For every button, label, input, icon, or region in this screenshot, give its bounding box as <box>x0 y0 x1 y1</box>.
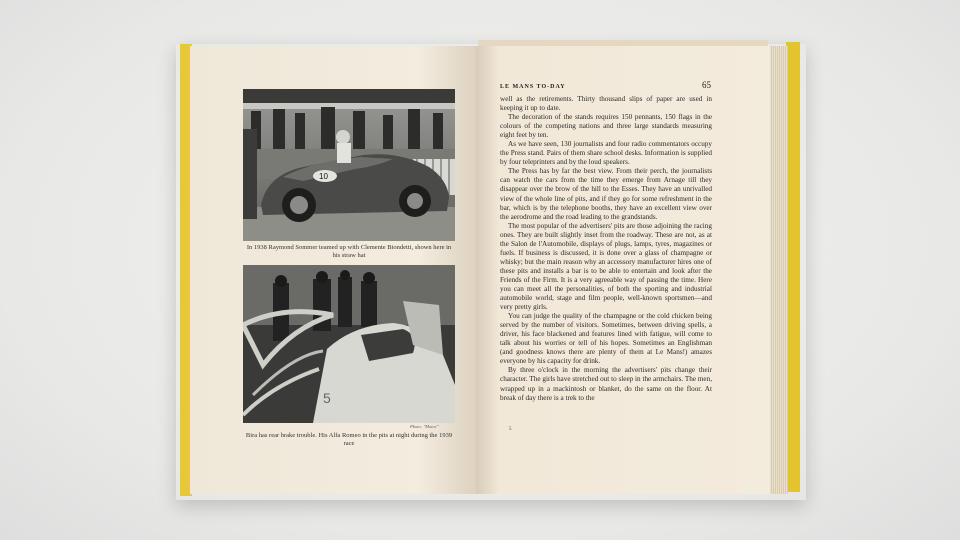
caption-bottom: Bira has rear brake trouble. His Alfa Romeo in the pits at night during the 1939 race <box>245 432 453 447</box>
paragraph: The most popular of the advertisers' pits are those adjoining the racing ones. They are built slightly inset from the roadway. These are not, as at the Salon de l'Automobile, displays of plugs, lamps, tyres, magazines or fuels. If business is discussed, it is done over a glass of champagne or whisky; but the main reason why an accessory manufacturer hires one of these pits and installs a bar is to be able to entertain and look after the Friends of the Firm. It is a very agreeable way of passing the time. Here you can meet all the personalities, of both the sporting and industrial automobile world, stage and film people, well-known sportsmen—and very pretty girls. <box>500 221 712 312</box>
paragraph: The decoration of the stands requires 150 pennants, 150 flags in the colours of the competing nations and three large standards measuring eight feet by ten. <box>500 113 712 140</box>
body-text <box>500 95 712 403</box>
photo-credit: Photo: "Motor" <box>410 424 439 429</box>
night-pit-photo <box>243 265 455 423</box>
svg-text:5: 5 <box>323 390 331 406</box>
photo-1938-racecar <box>243 89 455 241</box>
paragraph: By three o'clock in the morning the advertisers' pits change their character. The girls have stretched out to sleep in the armchairs. The men, wrapped up in a mackintosh or blanket, do the same on the floor. At break of day there is a trek to the <box>500 366 712 402</box>
cover-right-edge <box>786 42 800 492</box>
paragraph: well as the retirements. Thirty thousand slips of paper are used in keeping it up to date. <box>500 95 712 113</box>
photo-1939-alfa-romeo <box>243 265 455 423</box>
running-head: LE MANS TO-DAY <box>500 84 566 90</box>
car-number-top: 10 <box>319 172 328 181</box>
paragraph: As we have seen, 130 journalists and four radio commentators occupy the Press stand. Pairs of them share school desks. Information is supplied by four teleprinters and by the loud speakers. <box>500 140 712 167</box>
caption-top: In 1938 Raymond Sommer teamed up with Clemente Biondetti, shown here in his straw hat <box>246 244 452 259</box>
racecar-pit-photo <box>243 89 455 241</box>
paragraph: You can judge the quality of the champagne or the cold chicken being served by the number of visitors. Sometimes, between driving spells, a driver, his face blackened and features lined with fatigue, will come to talk about his worries or tell of his hopes. Sometimes an Englishman (and goodness knows there are plenty of them at Le Mans!) amazes everyone by his capacity for drink. <box>500 312 712 366</box>
signature-mark: 5 <box>509 427 512 432</box>
page-number: 65 <box>702 80 711 90</box>
page-block-edge <box>768 46 788 494</box>
paragraph: The Press has by far the best view. From their perch, the journalists can watch the cars from the time they emerge from Arnage till they disappear over the brow of the hill to the Esses. They have an unrivalled view of the whole line of pits, and if they go for some refreshment in the bar, which is by the telephone booths, they have an excellent view over the aerodrome and the road leading to the grandstands. <box>500 167 712 221</box>
